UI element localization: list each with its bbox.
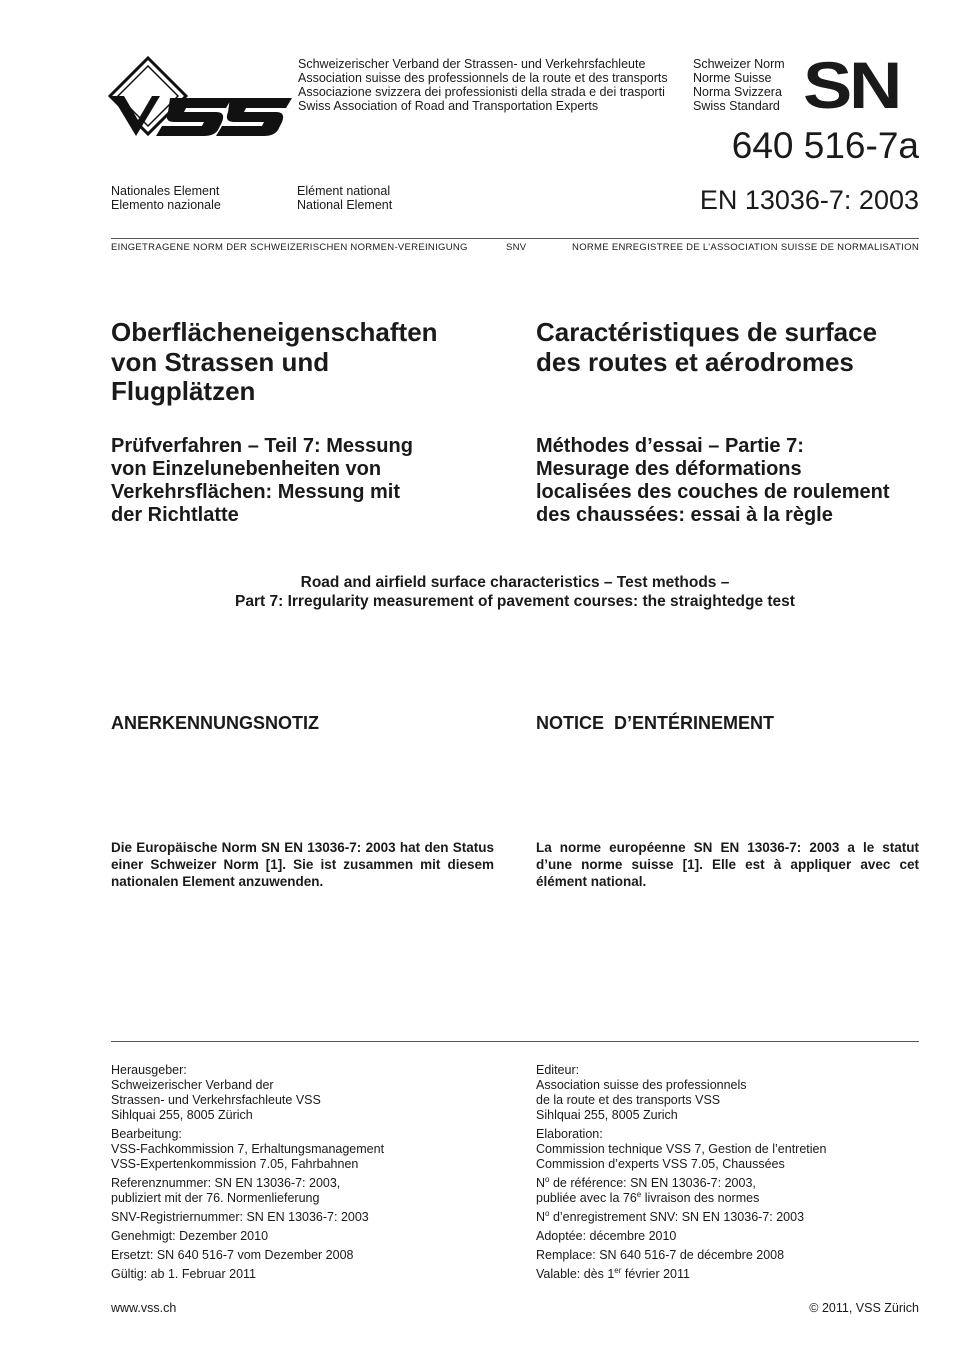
vss-logo <box>108 56 293 140</box>
header-divider <box>111 238 919 239</box>
processing-line: Commission technique VSS 7, Gestion de l’entretien <box>536 1142 827 1156</box>
registry-prefix: N <box>536 1210 546 1224</box>
reference-line: Referenznummer: SN EN 13036-7: 2003, <box>111 1176 341 1190</box>
reference-prefix: N <box>536 1176 546 1190</box>
title-fr <box>536 318 877 377</box>
national-element-de-it <box>111 184 221 212</box>
notice-heading-fr: NOTICE D’ENTÉRINEMENT <box>536 713 775 733</box>
registry-label-de: EINGETRAGENE NORM DER SCHWEIZERISCHEN NORMEN-VEREINIGUNG <box>111 242 468 253</box>
national-element-fr: Elément national <box>297 184 391 198</box>
notice-heading-de: ANERKENNUNGSNOTIZ <box>111 713 320 733</box>
publisher-line: Schweizerischer Verband der <box>111 1078 274 1092</box>
subtitle-de-line: Prüfverfahren – Teil 7: Messung <box>111 435 413 457</box>
registry-sup: o <box>545 1209 550 1218</box>
subtitle-de <box>111 435 413 527</box>
en-number: EN 13036-7: 2003 <box>699 185 919 215</box>
publisher-line: Strassen- und Verkehrsfachleute VSS <box>111 1093 321 1107</box>
title-en-line: Road and airfield surface characteristics – Test methods – <box>300 574 730 591</box>
valid-from: Gültig: ab 1. Februar 2011 <box>111 1267 256 1281</box>
replaces-line: Remplace: SN 640 516-7 de décembre 2008 <box>536 1248 785 1262</box>
footer-divider <box>111 1041 919 1042</box>
subtitle-de-line: der Richtlatte <box>111 504 239 526</box>
reference-suffix: livraison des normes <box>641 1191 760 1205</box>
footer-de <box>111 1063 384 1282</box>
reference-prefix: publiée avec la 76 <box>536 1191 637 1205</box>
valid-prefix: Valable: dès 1 <box>536 1267 615 1281</box>
national-element-it: Elemento nazionale <box>111 198 221 212</box>
registry-label-fr: NORME ENREGISTREE DE L’ASSOCIATION SUISSE DE NORMALISATION <box>572 242 919 253</box>
national-element-en: National Element <box>297 198 393 212</box>
org-name-it: Associazione svizzera dei professionisti della strada e dei trasporti <box>298 85 665 99</box>
valid-from <box>536 1267 826 1282</box>
national-element-fr-en <box>297 184 392 212</box>
publisher-label: Editeur: <box>536 1063 580 1077</box>
subtitle-de-line: Verkehrsflächen: Messung mit <box>111 481 400 503</box>
footer-fr <box>536 1063 826 1282</box>
title-fr-line: Caractéristiques de surface <box>536 317 878 347</box>
title-en-line: Part 7: Irregularity measurement of pavement courses: the straightedge test <box>235 593 795 610</box>
subtitle-fr <box>536 435 889 527</box>
organisation-names <box>298 57 668 113</box>
valid-sup: er <box>614 1266 622 1275</box>
copyright: © 2011, VSS Zürich <box>809 1301 919 1315</box>
org-name-de: Schweizerischer Verband der Strassen- und Verkehrsfachleute <box>298 57 646 71</box>
subtitle-fr-line: Mesurage des déformations <box>536 458 802 480</box>
norm-number: 640 516-7a <box>731 125 919 166</box>
sn-logo-text: SN <box>803 48 899 122</box>
title-de-line: Oberflächeneigenschaften <box>111 317 438 347</box>
standard-label-de: Schweizer Norm <box>693 57 785 71</box>
approved-date: Adoptée: décembre 2010 <box>536 1229 677 1243</box>
publisher-address: Sihlquai 255, 8005 Zurich <box>536 1108 678 1122</box>
reference-line: publiziert mit der 76. Normenlieferung <box>111 1191 320 1205</box>
sn-logo <box>803 48 899 122</box>
publisher-label: Herausgeber: <box>111 1063 187 1077</box>
standard-label-fr: Norme Suisse <box>693 71 772 85</box>
subtitle-de-line: von Einzelunebenheiten von <box>111 458 382 480</box>
standard-label-it: Norma Svizzera <box>693 85 782 99</box>
notice-text-de: Die Europäische Norm SN EN 13036-7: 2003 hat den Status einer Schweizer Norm [1]. Sie ist zusammen mit diesem nationalen Element anzuwenden. <box>111 840 494 889</box>
subtitle-fr-line: Méthodes d’essai – Partie 7: <box>536 435 804 457</box>
publisher-line: de la route et des transports VSS <box>536 1093 721 1107</box>
title-fr-line: des routes et aérodromes <box>536 346 854 377</box>
org-name-en: Swiss Association of Road and Transportation Experts <box>298 99 599 113</box>
processing-label: Bearbeitung: <box>111 1127 182 1141</box>
reference-sup: o <box>545 1175 550 1184</box>
registry-label-snv: SNV <box>506 242 527 253</box>
reference-line <box>536 1191 826 1206</box>
title-de-line: von Strassen und <box>111 346 330 377</box>
standard-labels <box>693 57 785 113</box>
notice-text-fr: La norme européenne SN EN 13036-7: 2003 a le statut d’une norme suisse [1]. Elle est à appliquer avec cet élément national. <box>536 840 919 889</box>
registry-number <box>536 1210 826 1225</box>
subtitle-fr-line: des chaussées: essai à la règle <box>536 504 833 526</box>
website-link[interactable]: www.vss.ch <box>111 1301 177 1315</box>
reference-line <box>536 1176 826 1191</box>
reference-sup: e <box>636 1190 642 1199</box>
publisher-address: Sihlquai 255, 8005 Zürich <box>111 1108 253 1122</box>
registry-number: SNV-Registriernummer: SN EN 13036-7: 2003 <box>111 1210 369 1224</box>
reference-suffix: de référence: SN EN 13036-7: 2003, <box>549 1176 756 1190</box>
standard-label-en: Swiss Standard <box>693 99 780 113</box>
processing-line: VSS-Expertenkommission 7.05, Fahrbahnen <box>111 1157 359 1171</box>
replaces-line: Ersetzt: SN 640 516-7 vom Dezember 2008 <box>111 1248 354 1262</box>
title-en <box>111 573 919 611</box>
org-name-fr: Association suisse des professionnels de la route et des transports <box>298 71 668 85</box>
registry-suffix: d’enregistrement SNV: SN EN 13036-7: 2003 <box>549 1210 805 1224</box>
title-de-line: Flugplätzen <box>111 376 256 406</box>
valid-suffix: février 2011 <box>621 1267 690 1281</box>
title-de <box>111 318 438 407</box>
approved-date: Genehmigt: Dezember 2010 <box>111 1229 269 1243</box>
processing-line: VSS-Fachkommission 7, Erhaltungsmanagement <box>111 1142 385 1156</box>
processing-label: Elaboration: <box>536 1127 603 1141</box>
national-element-de: Nationales Element <box>111 184 220 198</box>
subtitle-fr-line: localisées des couches de roulement <box>536 481 890 503</box>
processing-line: Commission d’experts VSS 7.05, Chaussées <box>536 1157 785 1171</box>
publisher-line: Association suisse des professionnels <box>536 1078 747 1092</box>
